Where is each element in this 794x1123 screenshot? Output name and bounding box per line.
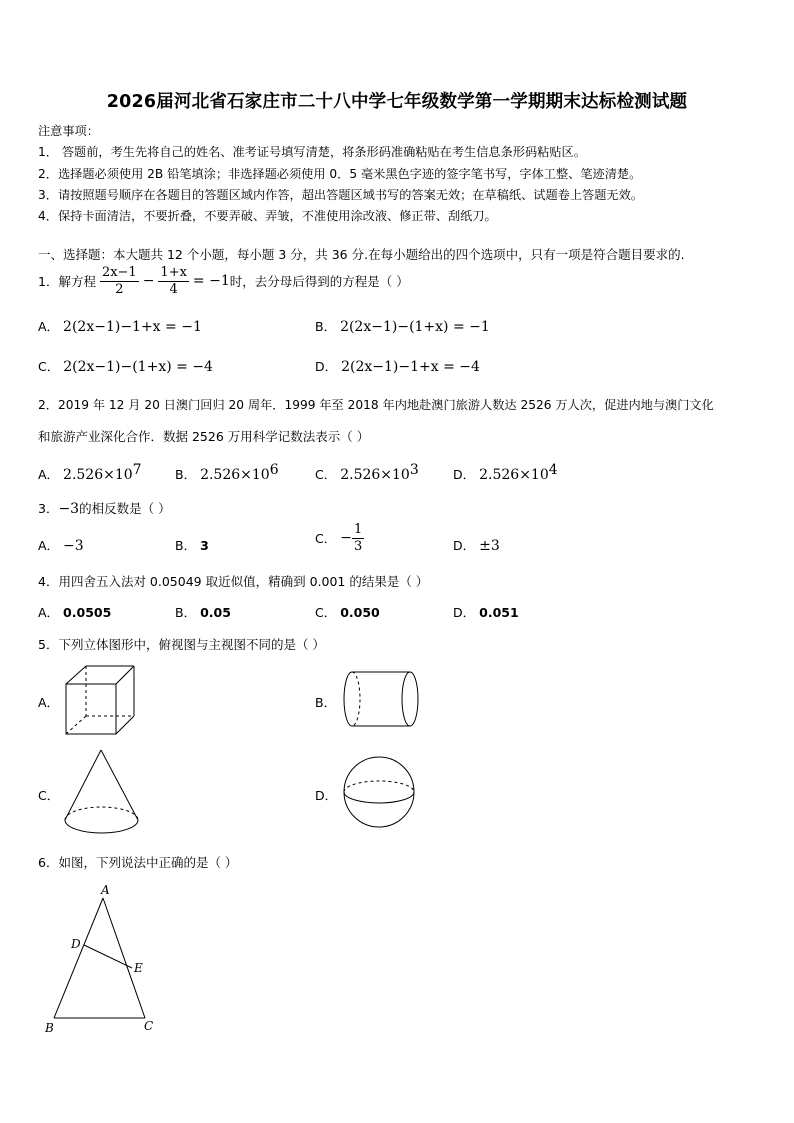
q5-label-d: D．: [315, 788, 338, 803]
label-point-e: E: [134, 961, 143, 975]
q1-equals: = −1: [192, 273, 230, 290]
question-3: [38, 499, 171, 517]
q4-option-b: [175, 603, 231, 621]
q4-option-d: [453, 603, 519, 621]
q3-option-b: [175, 536, 209, 554]
option-text: 2(2x−1)−1+x = −4: [341, 359, 480, 375]
note-item-1: 1． 答题前，考生先将自己的姓名、准考证号填写清楚，将条形码准确粘贴在考生信息条形码粘贴区。: [38, 145, 586, 159]
option-label: D．: [453, 605, 476, 620]
frac-num: 1: [353, 522, 363, 537]
option-text: 2(2x−1)−1+x = −1: [63, 319, 202, 335]
option-text: −3: [63, 538, 84, 554]
label-point-c: C: [144, 1019, 154, 1033]
q1-option-d: [315, 357, 480, 375]
option-exponent: 4: [548, 462, 558, 478]
option-label: D．: [453, 538, 476, 553]
q3-option-a: [38, 536, 84, 554]
page-title: 2026届河北省石家庄市二十八中学七年级数学第一学期期末达标检测试题: [106, 92, 688, 112]
q2-option-b: [175, 462, 279, 483]
option-label: D．: [453, 467, 476, 483]
frac-den: 3: [353, 538, 363, 554]
option-text: 0.0505: [63, 605, 112, 620]
question-1: [38, 266, 409, 296]
option-label: C．: [315, 531, 337, 547]
q2-option-d: [453, 462, 558, 483]
q1-fraction-1: [100, 266, 139, 296]
q1-frac2-den: 4: [169, 281, 178, 297]
option-exponent: 3: [409, 462, 419, 478]
option-label: A．: [38, 467, 60, 483]
q1-fraction-2: [158, 266, 189, 296]
option-label: B．: [175, 605, 197, 620]
note-item-3: 3．请按照题号顺序在各题目的答题区域内作答，超出答题区域书写的答案无效；在草稿纸、试题卷上答题无效。: [38, 188, 643, 202]
option-label: C．: [315, 605, 337, 620]
q1-frac1-den: 2: [115, 281, 124, 297]
option-text: 2(2x−1)−(1+x) = −1: [340, 319, 490, 335]
q5-label-a: A．: [38, 695, 60, 710]
option-label: B．: [175, 467, 197, 483]
q2-option-a: [38, 462, 142, 483]
option-text: 0.050: [340, 605, 380, 620]
q5-label-b: B．: [315, 695, 337, 710]
q3-prefix: 3．: [38, 501, 59, 516]
question-2-line-1: 2．2019 年 12 月 20 日澳门回归 20 周年．1999 年至 2018 年内地赴澳门旅游人数达 2526 万人次，促进内地与澳门文化: [38, 398, 714, 412]
q1-prefix: 1．解方程: [38, 274, 96, 290]
label-point-d: D: [71, 937, 81, 951]
option-text: 0.051: [479, 605, 519, 620]
option-label: A．: [38, 319, 60, 334]
label-point-a: A: [101, 883, 110, 897]
q1-frac2-num: 1+x: [160, 265, 187, 280]
option-label: A．: [38, 605, 60, 620]
option-base: 2.526×10: [200, 467, 270, 484]
cone-figure: [60, 748, 144, 838]
question-6: 6．如图，下列说法中正确的是（ ）: [38, 855, 238, 870]
section-heading: 一、选择题：本大题共 12 个小题，每小题 3 分，共 36 分.在每小题给出的四个选项中，只有一项是符合题目要求的.: [38, 247, 685, 262]
cylinder-figure: [340, 668, 424, 732]
q5-label-c: C．: [38, 788, 60, 803]
option-exponent: 6: [269, 462, 279, 478]
option-label: B．: [175, 538, 197, 553]
q1-frac1-num: 2x−1: [101, 265, 137, 280]
q3-option-c-fraction: [352, 523, 364, 553]
question-4: 4．用四舍五入法对 0.05049 取近似值，精确到 0.001 的结果是（ ）: [38, 574, 429, 589]
note-item-2: 2．选择题必须使用 2B 铅笔填涂；非选择题必须使用 0．5 毫米黑色字迹的签字笔书写，字体工整、笔迹清楚。: [38, 167, 642, 181]
option-base: 2.526×10: [340, 467, 410, 484]
q3-option-c: [315, 523, 364, 553]
q1-minus: −: [142, 273, 155, 290]
q1-option-b: [315, 317, 490, 335]
question-2-line-2: 和旅游产业深化合作．数据 2526 万用科学记数法表示（ ）: [38, 429, 370, 444]
option-label: B．: [315, 319, 337, 334]
q2-option-c: [315, 462, 419, 483]
option-exponent: 7: [132, 462, 142, 478]
sphere-figure: [340, 754, 424, 830]
q3-number: −3: [58, 501, 80, 517]
q3-suffix: 的相反数是（ ）: [79, 501, 171, 516]
cube-figure: [60, 662, 140, 737]
q1-option-c: [38, 357, 213, 375]
triangle-figure: [40, 880, 170, 1040]
option-label: D．: [315, 359, 338, 374]
option-label: C．: [315, 467, 337, 483]
q1-suffix: 时，去分母后得到的方程是（ ）: [229, 274, 409, 290]
option-base: 2.526×10: [63, 467, 133, 484]
note-item-4: 4．保持卡面清洁，不要折叠，不要弄破、弄皱，不准使用涂改液、修正带、刮纸刀。: [38, 209, 497, 223]
q4-option-c: [315, 603, 380, 621]
option-base: 2.526×10: [479, 467, 549, 484]
option-text: ±3: [479, 538, 500, 554]
option-sign: −: [340, 530, 352, 547]
notes-heading: 注意事项：: [38, 124, 99, 138]
q3-option-d: [453, 536, 500, 554]
option-text: 0.05: [200, 605, 231, 620]
q1-option-a: [38, 317, 202, 335]
option-text: 3: [200, 538, 209, 553]
option-text: 2(2x−1)−(1+x) = −4: [63, 359, 213, 375]
option-label: C．: [38, 359, 60, 374]
label-point-b: B: [45, 1021, 54, 1035]
option-label: A．: [38, 538, 60, 553]
q4-option-a: [38, 603, 111, 621]
question-5: 5．下列立体图形中，俯视图与主视图不同的是（ ）: [38, 637, 325, 652]
